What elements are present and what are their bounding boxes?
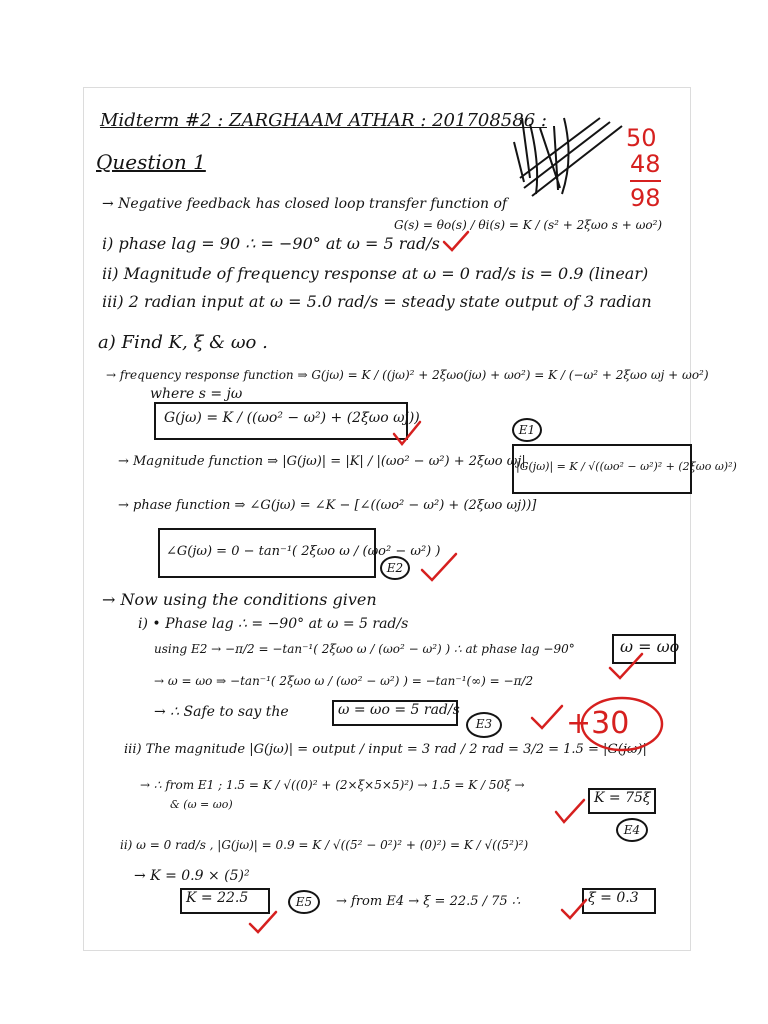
- check-mark-3: [422, 554, 456, 580]
- annotation-overlay: [84, 88, 690, 950]
- step-ii-line3: → from E4 → ξ = 22.5 / 75 ∴: [336, 894, 521, 909]
- condition-1: i) phase lag = 90 ∴ = −90° at ω = 5 rad/s: [102, 234, 440, 253]
- step-i-line4: → ∴ Safe to say the: [154, 704, 289, 720]
- page-title: Midterm #2 : ZARGHAAM ATHAR : 201708586 :: [100, 110, 547, 131]
- check-mark-2: [394, 422, 420, 444]
- phase-line: → phase function ⇒ ∠G(jω) = ∠K − [∠((ωo² − ω²) + (2ξωo ωj))]: [118, 498, 537, 513]
- tag-e4: E4: [616, 818, 648, 842]
- where-line: where s = jω: [150, 386, 243, 402]
- bonus-circle: [582, 698, 662, 750]
- transfer-function: G(s) = θo(s) / θi(s) = K / (s² + 2ξωo s + ωo²): [394, 218, 663, 232]
- frequency-response-line: → frequency response function ⇒ G(jω) = K / ((jω)² + 2ξωo(jω) + ωo²) = K / (−ω² + 2ξωo ωj + ωo²): [106, 368, 709, 382]
- step-i-line2: using E2 → −π/2 = −tan⁻¹( 2ξωo ω / (ωo² − ω²) ) ∴ at phase lag −90°: [154, 642, 575, 656]
- magnitude-line: → Magnitude function ⇒ |G(jω)| = |K| / |(ωo² − ω²) + 2ξωo ωj|: [118, 454, 526, 469]
- tag-e3: E3: [466, 712, 502, 738]
- step-iii-line2: → ∴ from E1 ; 1.5 = K / √((0)² + (2×ξ×5×5)²) → 1.5 = K / 50ξ →: [140, 778, 525, 792]
- question-heading: Question 1: [96, 150, 206, 174]
- check-mark-4: [610, 654, 642, 678]
- boxed-k-value-text: K = 22.5: [186, 890, 249, 906]
- signature-scribble: [514, 118, 622, 196]
- check-mark-7: [250, 912, 276, 932]
- step-i-line1: i) • Phase lag ∴ = −90° at ω = 5 rad/s: [138, 616, 409, 632]
- tag-e1: E1: [512, 418, 542, 442]
- step-ii-line2: → K = 0.9 × (5)²: [134, 868, 250, 884]
- grade-top: 50: [626, 124, 657, 152]
- boxed-k-75xi-text: K = 75ξ: [594, 790, 651, 806]
- intro-text: → Negative feedback has closed loop transfer function of: [102, 196, 508, 212]
- now-using-heading: → Now using the conditions given: [102, 590, 377, 609]
- condition-2: ii) Magnitude of frequency response at ω = 0 rad/s is = 0.9 (linear): [102, 264, 649, 283]
- tag-e2: E2: [380, 556, 410, 580]
- boxed-g-text: G(jω) = K / ((ωo² − ω²) + (2ξωo ωj)): [164, 410, 420, 426]
- boxed-omega-text: ω = ωo: [620, 637, 680, 656]
- boxed-omega-value-text: ω = ωo = 5 rad/s: [338, 702, 460, 718]
- boxed-magnitude-text: |G(jω)| = K / √((ωo² − ω²)² + (2ξωo ω)²): [516, 460, 737, 473]
- check-mark-1: [444, 232, 468, 250]
- check-mark-8: [562, 900, 586, 918]
- tag-e5: E5: [288, 890, 320, 914]
- bonus-mark: +30: [566, 706, 630, 741]
- check-mark-6: [556, 800, 584, 822]
- grade-middle: 48: [630, 150, 661, 178]
- step-i-line3: → ω = ωo ⇒ −tan⁻¹( 2ξωo ω / (ωo² − ω²) ) = −tan⁻¹(∞) = −π/2: [154, 674, 534, 688]
- part-a-heading: a) Find K, ξ & ωo .: [98, 332, 268, 353]
- check-marks: [250, 232, 642, 932]
- boxed-xi-value-text: ξ = 0.3: [588, 890, 639, 906]
- grade-total: 98: [630, 180, 661, 212]
- step-iii-line1: iii) The magnitude |G(jω)| = output / input = 3 rad / 2 rad = 3/2 = 1.5 = |G(jω)|: [124, 742, 647, 757]
- condition-3: iii) 2 radian input at ω = 5.0 rad/s = steady state output of 3 radian: [102, 292, 652, 311]
- exam-paper: [84, 88, 737, 950]
- boxed-phase-text: ∠G(jω) = 0 − tan⁻¹( 2ξωo ω / (ωo² − ω²) ): [166, 544, 441, 559]
- step-ii-line1: ii) ω = 0 rad/s , |G(jω)| = 0.9 = K / √((5² − 0²)² + (0)²) = K / √((5²)²): [120, 838, 529, 852]
- check-mark-5: [532, 706, 562, 728]
- step-iii-note: & (ω = ωo): [170, 798, 233, 811]
